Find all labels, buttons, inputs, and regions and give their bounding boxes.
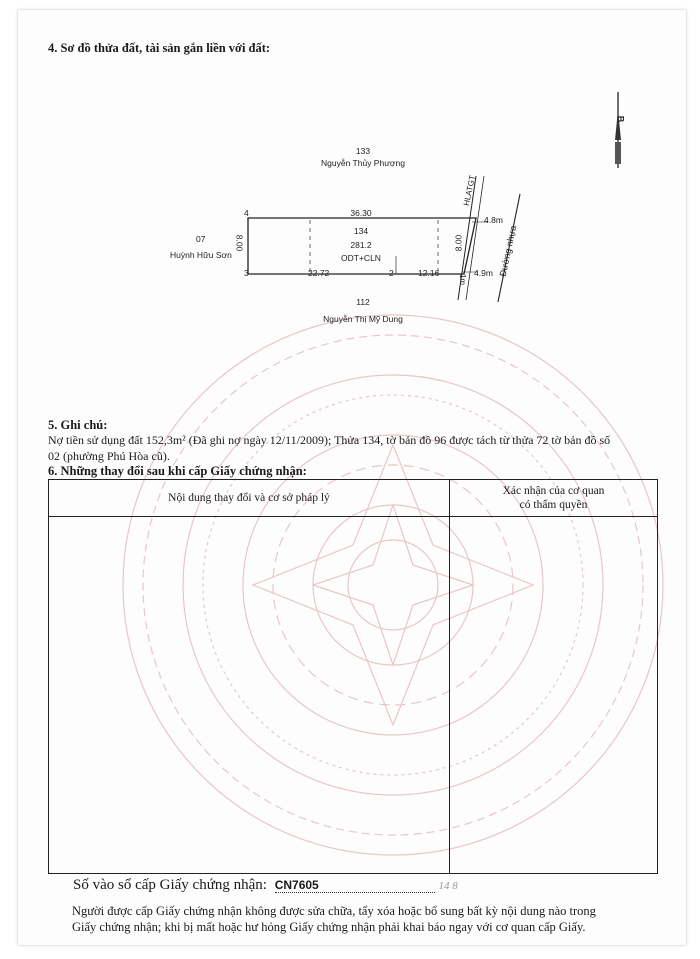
dim-bottom-left: 22.72 <box>308 268 330 278</box>
col-header-confirmation-line1: Xác nhận của cơ quan <box>502 485 605 497</box>
warning-line-1: Người được cấp Giấy chứng nhận không được sửa chữa, tẩy xóa hoặc bổ sung bất kỳ nội dung nào trong <box>72 904 596 918</box>
road-width-top: 4.8m <box>484 215 503 225</box>
north-arrow-icon <box>615 92 621 168</box>
road-label: Đường nhựa <box>497 224 519 278</box>
col-header-confirmation-line2: có thẩm quyền <box>519 499 588 511</box>
corridor-label: HLATGT <box>461 174 478 207</box>
north-letter: B <box>615 115 626 123</box>
dim-bottom-right: 12.16 <box>418 268 440 278</box>
neighbor-bottom-number: 112 <box>356 297 370 307</box>
section-6-title: 6. Những thay đổi sau khi cấp Giấy chứng nhận: <box>48 464 307 478</box>
col-header-content-label: Nội dung thay đổi và cơ sở pháp lý <box>168 492 330 504</box>
neighbor-bottom-name: Nguyễn Thị Mỹ Dung <box>323 314 403 324</box>
registration-number: CN7605 <box>275 878 435 893</box>
registration-row <box>73 877 458 894</box>
point-2: 2 <box>389 268 394 278</box>
changes-confirmation-cell <box>450 517 658 874</box>
changes-table <box>48 479 658 874</box>
neighbor-left-number: 07 <box>196 234 206 244</box>
parcel-number: 134 <box>353 226 369 236</box>
parcel-land-use: ODT+CLN <box>341 253 381 263</box>
col-header-confirmation <box>450 480 658 517</box>
parcel-area: 281.2 <box>350 240 372 250</box>
certificate-page <box>18 10 686 945</box>
dim-top: 36.30 <box>350 208 372 218</box>
neighbor-top-number: 133 <box>355 146 371 156</box>
neighbor-top-name: Nguyễn Thủy Phượng <box>321 158 405 168</box>
handwritten-note: 14 8 <box>438 880 458 892</box>
point-3: 3 <box>244 268 249 278</box>
section-4-title: 4. Sơ đồ thửa đất, tài sản gắn liền với đất: <box>48 41 271 55</box>
note-line-2: 02 (phường Phú Hòa cũ). <box>48 449 170 463</box>
neighbor-left-name: Huỳnh Hữu Sơn <box>170 250 232 260</box>
road-width-bottom: 4.9m <box>474 268 493 278</box>
warning-line-2: Giấy chứng nhận; khi bị mất hoặc hư hỏng Giấy chứng nhận phải khai báo ngay với cơ quan cấp Giấy. <box>72 920 586 934</box>
dim-left: 8.00 <box>234 234 245 252</box>
section-5-title: 5. Ghi chú: <box>48 418 108 432</box>
registration-label: Số vào sổ cấp Giấy chứng nhận: <box>73 877 267 893</box>
dim-right: 8.00 <box>453 234 464 252</box>
note-line-1: Nợ tiền sử dụng đất 152,3m² (Đã ghi nợ ngày 12/11/2009); Thửa 134, tờ bản đồ 96 được tách từ thửa 72 tờ bản đồ số <box>48 433 611 447</box>
changes-content-cell <box>49 517 450 874</box>
corridor-dim: 1m <box>458 273 468 286</box>
point-4: 4 <box>244 208 249 218</box>
col-header-content <box>49 480 450 517</box>
parcel-sketch <box>18 10 686 340</box>
